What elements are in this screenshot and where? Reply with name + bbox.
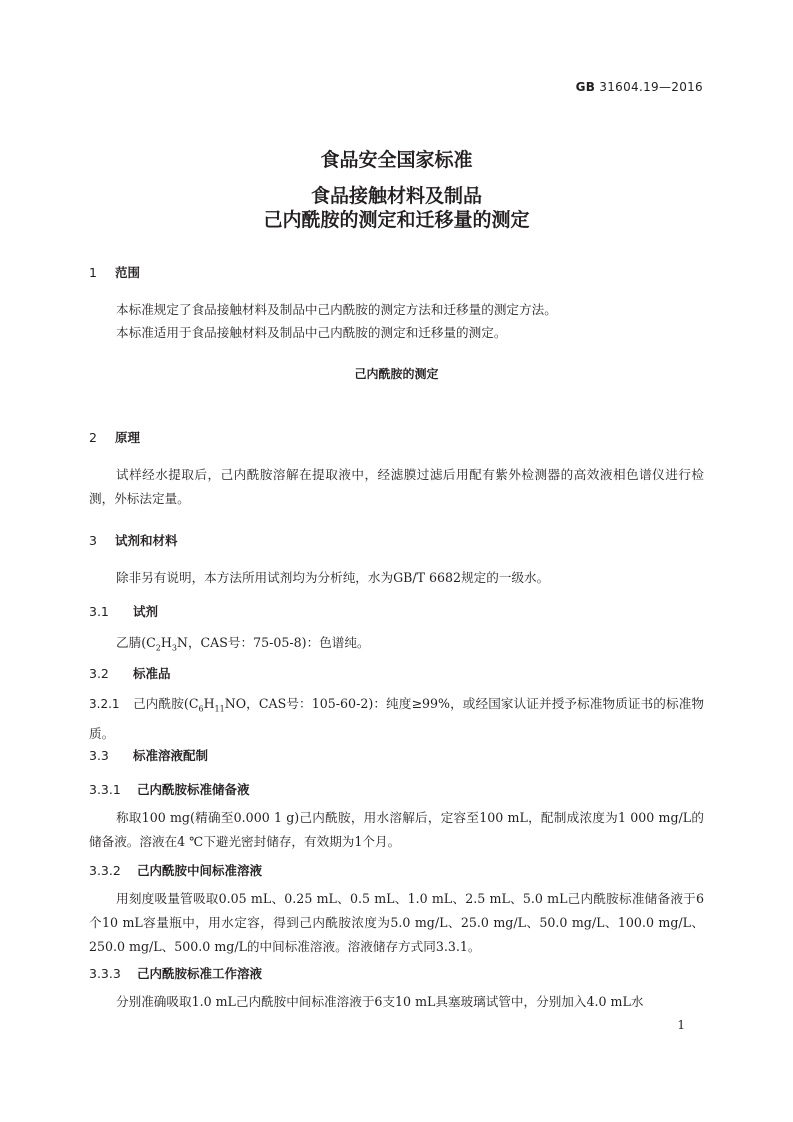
page-number: 1 xyxy=(677,1018,685,1032)
section-title: 范围 xyxy=(115,265,141,280)
section-number: 3.1 xyxy=(89,604,109,619)
section-3-1-heading xyxy=(89,602,158,620)
working-solution-paragraph: 分别准确吸取1.0 mL己内酰胺中间标准溶液于6支10 mL具塞玻璃试管中，分别加入4.0 mL水 xyxy=(116,994,644,1009)
scope-paragraph-1: 本标准规定了食品接触材料及制品中己内酰胺的测定方法和迁移量的测定方法。 xyxy=(116,302,557,317)
section-number: 3 xyxy=(89,533,97,548)
principle-paragraph: 试样经水提取后，己内酰胺溶解在提取液中，经滤膜过滤后用配有紫外检测器的高效液相色谱仪进行检测，外标法定量。 xyxy=(89,467,704,506)
section-title: 试剂和材料 xyxy=(115,533,178,548)
document-title-line1: 食品接触材料及制品 xyxy=(310,185,482,207)
caprolactam-standard-paragraph: 3.2.1 己内酰胺($C_6H_{11}NO$，CAS号：105-60-2)：纯度≥99%，或经国家认证并授予标准物质证书的标准物质。 xyxy=(89,696,704,741)
stock-solution-paragraph: 称取100 mg(精确至0.000 1 g)己内酰胺，用水溶解后，定容至100 mL，配制成浓度为1 000 mg/L的储备液。溶液在4 ℃下避光密封储存，有效期为1个月。 xyxy=(89,810,704,849)
standard-code: 31604.19—2016 xyxy=(599,80,703,94)
standard-number xyxy=(576,80,703,94)
section-2-heading xyxy=(89,428,140,446)
section-3-3-3-heading xyxy=(89,964,262,982)
section-title: 己内酰胺标准工作溶液 xyxy=(137,966,263,981)
intermediate-solution-paragraph: 用刻度吸量管吸取0.05 mL、0.25 mL、0.5 mL、1.0 mL、2.5 mL、5.0 mL己内酰胺标准储备液于6个10 mL容量瓶中，用水定容，得到己内酰胺浓度为5.0 mg/L、25.0 mg/L、50.0 mg/L、100.0 mg/L、250.0 mg/L、500.0 mg/L的中间标准溶液。溶液储存方式同3.3.1。 xyxy=(89,891,704,954)
section-3-3-1-heading xyxy=(89,780,250,798)
section-title: 原理 xyxy=(115,430,141,445)
document-title-line2: 己内酰胺的测定和迁移量的测定 xyxy=(263,209,530,231)
section-title: 标准品 xyxy=(133,666,171,681)
section-number: 3.2 xyxy=(89,666,109,681)
reagents-intro-paragraph: 除非另有说明，本方法所用试剂均为分析纯，水为GB/T 6682规定的一级水。 xyxy=(116,570,550,585)
section-number: 3.3.2 xyxy=(89,863,121,878)
section-title: 己内酰胺标准储备液 xyxy=(137,782,250,797)
scope-paragraph-2: 本标准适用于食品接触材料及制品中己内酰胺的测定和迁移量的测定。 xyxy=(116,325,507,340)
section-3-3-heading xyxy=(89,746,208,764)
section-number: 3.3 xyxy=(89,748,109,763)
section-number: 3.3.3 xyxy=(89,966,121,981)
section-1-heading xyxy=(89,263,140,281)
section-3-3-2-heading xyxy=(89,861,262,879)
acetonitrile-paragraph: 乙腈($C_2H_3N$，CAS号：75-05-8)：色谱纯。 xyxy=(116,635,370,653)
part-subtitle: 己内酰胺的测定 xyxy=(354,367,439,381)
document-category-title: 食品安全国家标准 xyxy=(320,149,473,171)
standard-prefix: GB xyxy=(575,80,596,94)
section-title: 己内酰胺中间标准溶液 xyxy=(137,863,263,878)
section-number: 1 xyxy=(89,265,97,280)
section-title: 试剂 xyxy=(133,604,159,619)
section-3-heading xyxy=(89,531,178,549)
section-title: 标准溶液配制 xyxy=(133,748,209,763)
section-number: 3.3.1 xyxy=(89,782,121,797)
section-number: 2 xyxy=(89,430,97,445)
section-3-2-heading xyxy=(89,664,171,682)
